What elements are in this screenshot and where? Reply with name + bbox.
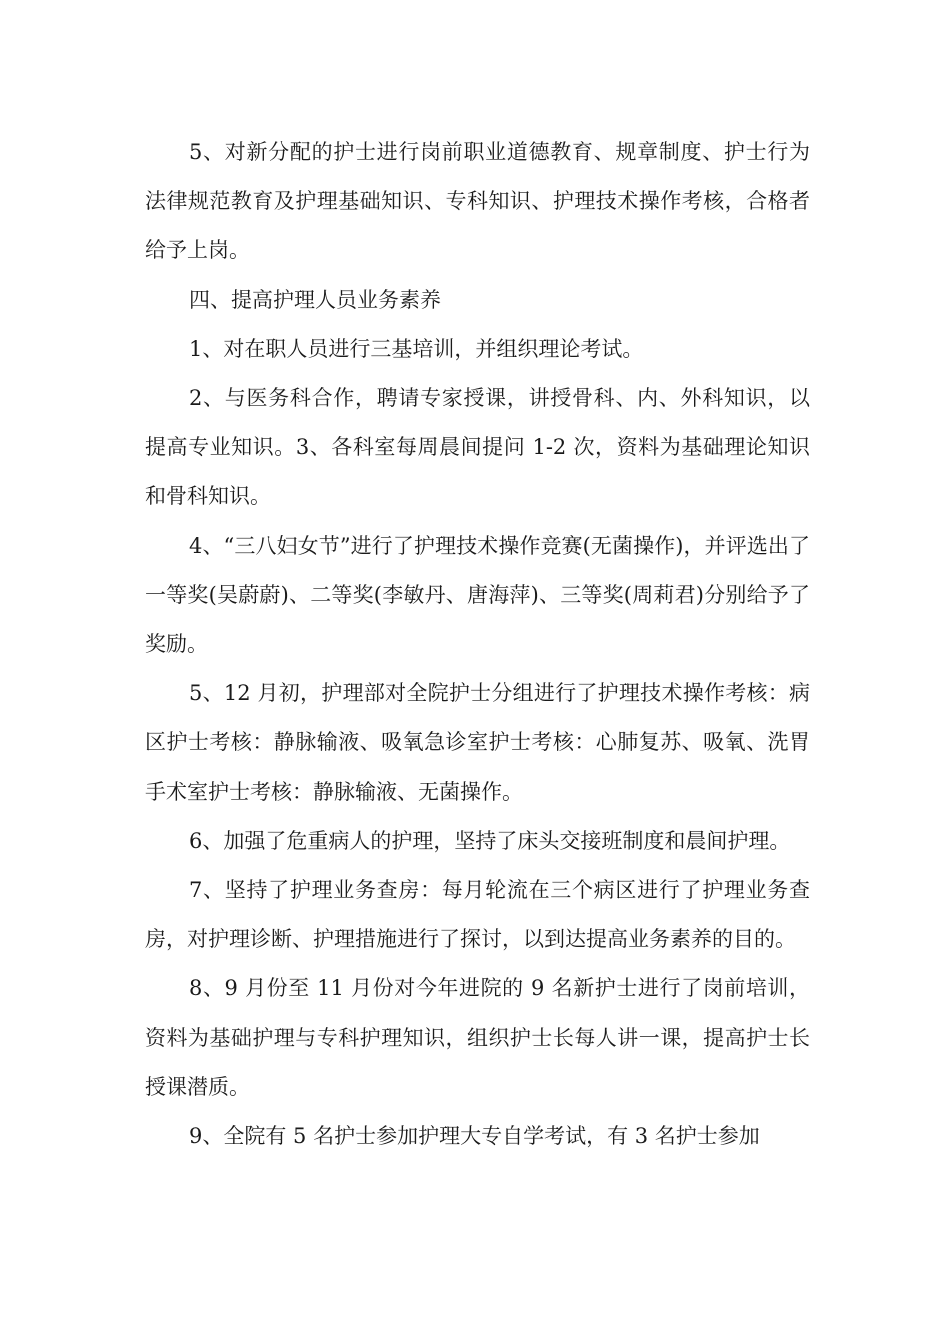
paragraph-5-new-nurse-training: 5、对新分配的护士进行岗前职业道德教育、规章制度、护士行为法律规范教育及护理基础知识、专科知识、护理技术操作考核，合格者给予上岗。 [145,140,810,263]
paragraph-1-three-basics-training: 1、对在职人员进行三基培训，并组织理论考试。 [189,336,644,361]
paragraph-6-critical-care: 6、加强了危重病人的护理，坚持了床头交接班制度和晨间护理。 [189,828,791,853]
paragraph-4-skills-competition: 4、“三八妇女节”进行了护理技术操作竞赛(无菌操作)，并评选出了一等奖(吴蔚蔚)、二等奖(李敏丹、唐海萍)、三等奖(周莉君)分别给予了奖励。 [145,533,810,657]
paragraph-8-new-nurse-orientation: 8、9 月份至 11 月份对今年进院的 9 名新护士进行了岗前培训，资料为基础护理与专科护理知识，组织护士长每人讲一课，提高护士长授课潜质。 [145,976,810,1099]
paragraph-5-skills-assessment: 5、12 月初，护理部对全院护士分组进行了护理技术操作考核：病区护士考核：静脉输液、吸氧急诊室护士考核：心肺复苏、吸氧、洗胃手术室护士考核：静脉输液、无菌操作。 [145,681,810,804]
paragraph-9-self-study-exam: 9、全院有 5 名护士参加护理大专自学考试，有 3 名护士参加 [189,1124,760,1149]
paragraph-2-expert-lectures: 2、与医务科合作，聘请专家授课，讲授骨科、内、外科知识，以提高专业知识。3、各科室每周晨间提问 1-2 次，资料为基础理论知识和骨科知识。 [145,386,810,509]
paragraph-7-ward-rounds: 7、坚持了护理业务查房：每月轮流在三个病区进行了护理业务查房，对护理诊断、护理措施进行了探讨，以到达提高业务素养的目的。 [145,878,810,952]
document-body [145,128,810,1161]
section-heading-4: 四、提高护理人员业务素养 [189,287,441,312]
